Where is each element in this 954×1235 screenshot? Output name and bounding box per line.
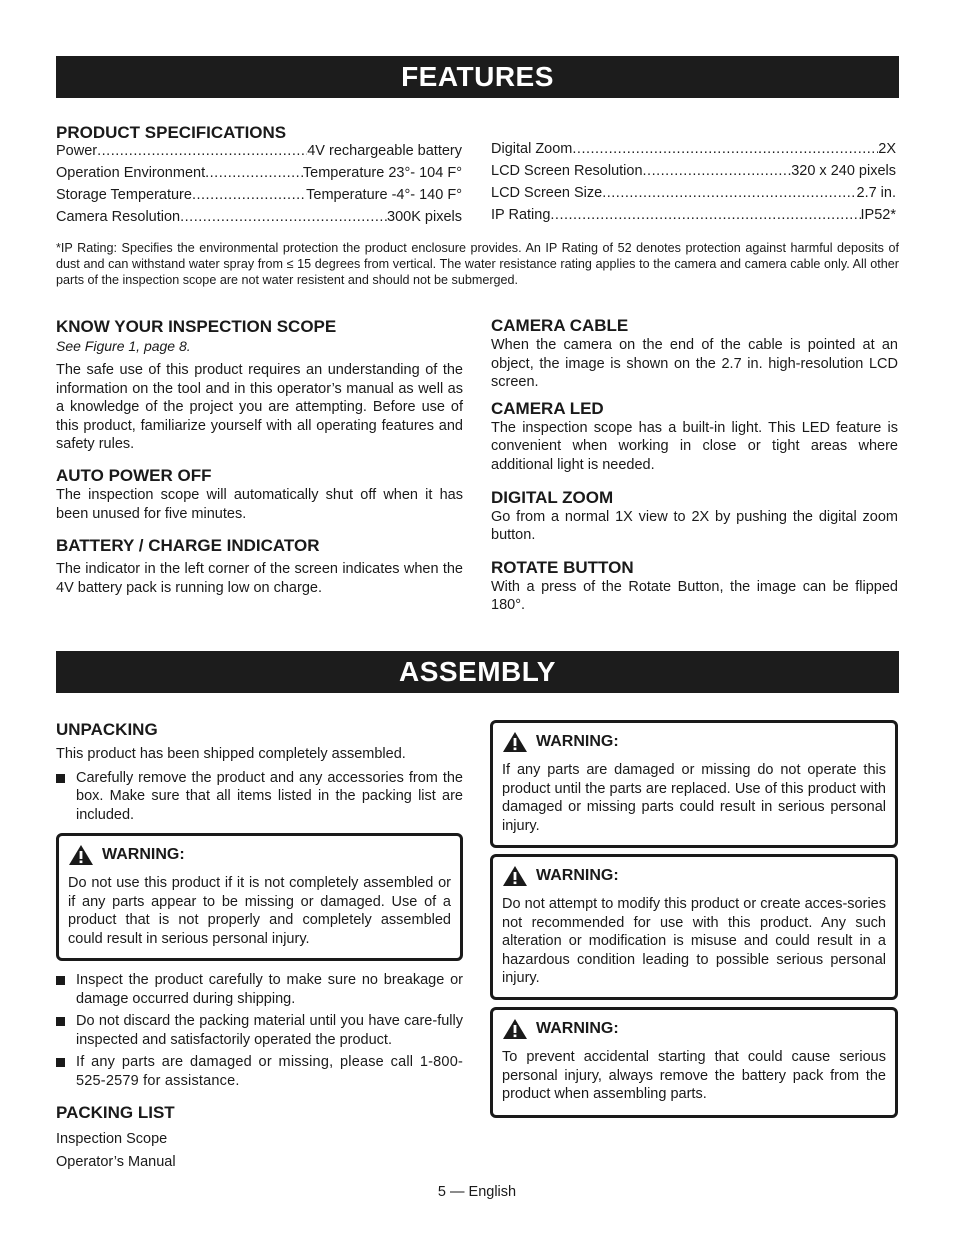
warning-triangle-icon <box>68 844 94 866</box>
warning-box-right-2 <box>490 854 898 1000</box>
spec-list-left <box>56 140 462 228</box>
unpacking-section <box>56 720 463 824</box>
camera-led-heading: CAMERA LED <box>491 398 604 418</box>
list-item: Carefully remove the product and any accessories from the box. Make sure that all items listed in the packing list are included. <box>56 769 463 825</box>
features-banner: FEATURES <box>56 56 899 98</box>
digital-zoom-body: Go from a normal 1X view to 2X by pushing the digital zoom button. <box>491 508 898 544</box>
unpacking-intro: This product has been shipped completely assembled. <box>56 746 406 762</box>
know-scope-body: The safe use of this product requires an understanding of the information on the tool and in this operator’s manual as well as a knowledge of the project you are attempting. Before use of this product, familiarize yourself with all operating features and safety rules. <box>56 362 463 453</box>
spec-row: LCD Screen Size ..... 2.7 in. <box>491 182 896 204</box>
spec-row: LCD Screen Resolution ..... 320 x 240 pixels <box>491 160 896 182</box>
auto-power-body: The inspection scope will automatically shut off when it has been unused for five minutes. <box>56 486 463 522</box>
auto-power-heading: AUTO POWER OFF <box>56 465 212 485</box>
list-item: Inspect the product carefully to make sure no breakage or damage occurred during shipping. <box>56 971 463 1008</box>
digital-zoom-heading: DIGITAL ZOOM <box>491 487 614 507</box>
rotate-body: With a press of the Rotate Button, the image can be flipped 180°. <box>491 578 898 614</box>
camera-cable-body: When the camera on the end of the cable is pointed at an object, the image is shown on the 2.7 in. high-resolution LCD screen. <box>491 337 898 391</box>
warning-text: Do not attempt to modify this product or create acces-sories not recommended for use with this product. Any such alteration or modification is misuse and could result in a hazardous condition leading to possible serious personal injury. <box>502 896 886 987</box>
figure-reference: See Figure 1, page 8. <box>56 338 191 354</box>
battery-body: The indicator in the left corner of the screen indicates when the 4V battery pack is running low on charge. <box>56 561 463 596</box>
warning-triangle-icon <box>502 731 528 753</box>
warning-box-left <box>56 833 463 961</box>
warning-triangle-icon <box>502 865 528 887</box>
camera-cable-heading: CAMERA CABLE <box>491 316 629 335</box>
spec-list-right <box>491 138 896 226</box>
list-item: If any parts are damaged or missing, please call 1-800-525-2579 for assistance. <box>56 1053 463 1090</box>
bullet-square-icon <box>56 1017 65 1026</box>
warning-text: If any parts are damaged or missing do not operate this product until the parts are replaced. Use of this product with damaged or missing parts could result in serious personal injury. <box>502 762 886 834</box>
unpacking-heading: UNPACKING <box>56 720 158 739</box>
rotate-heading: ROTATE BUTTON <box>491 557 634 577</box>
bullet-square-icon <box>56 1058 65 1067</box>
product-specs-heading: PRODUCT SPECIFICATIONS <box>56 123 287 142</box>
spec-row: Digital Zoom ..... 2X <box>491 138 896 160</box>
assembly-banner: ASSEMBLY <box>56 651 899 693</box>
packing-list-heading: PACKING LIST <box>56 1102 175 1122</box>
warning-header: WARNING: <box>68 844 451 866</box>
packing-item: Inspection Scope <box>56 1130 168 1147</box>
battery-heading: BATTERY / CHARGE INDICATOR <box>56 536 320 556</box>
warning-text: To prevent accidental starting that could cause serious personal injury, always remove the battery pack from the product when assembling parts. <box>502 1049 886 1103</box>
packing-item: Operator’s Manual <box>56 1153 176 1170</box>
features-right-column <box>491 316 898 615</box>
page-footer: 5 — English <box>437 1184 517 1200</box>
bullet-square-icon <box>56 774 65 783</box>
warning-triangle-icon <box>502 1018 528 1040</box>
unpacking-bullets <box>56 971 463 1174</box>
warning-header: WARNING: <box>502 731 886 753</box>
spec-row: Storage Temperature ..... Temperature -4°- 140 F° <box>56 184 462 206</box>
spec-row: Operation Environment ..... Temperature 23°- 104 F° <box>56 162 462 184</box>
spec-row: Power ..... 4V rechargeable battery <box>56 140 462 162</box>
warning-header: WARNING: <box>502 1018 886 1040</box>
warning-box-right-3 <box>490 1007 898 1118</box>
know-scope-heading: KNOW YOUR INSPECTION SCOPE <box>56 317 337 336</box>
bullet-square-icon <box>56 976 65 985</box>
features-left-column <box>56 317 463 597</box>
spec-row: Camera Resolution ..... 300K pixels <box>56 206 462 228</box>
camera-led-body: The inspection scope has a built-in light. This LED feature is convenient when working in close or tight areas where additional light is needed. <box>491 419 898 473</box>
warning-header: WARNING: <box>502 865 886 887</box>
product-specs-left <box>56 123 462 228</box>
ip-rating-note: *IP Rating: Specifies the environmental protection the product enclosure provides. An IP Rating of 52 denotes protection against harmful deposits of dust and can withstand water spray from ≤ 15 degrees from vertical. The water resistance rating applies to the camera and camera cable only. All other parts of the inspection scope are not water resistent and should not be submerged. <box>56 241 899 287</box>
warning-box-right-1 <box>490 720 898 848</box>
spec-row: IP Rating ..... IP52* <box>491 204 896 226</box>
list-item: Do not discard the packing material until you have care-fully inspected and satisfactorily operated the product. <box>56 1012 463 1049</box>
warning-text: Do not use this product if it is not completely assembled or if any parts appear to be missing or damaged. Use of a product that is not properly and completely assembled could result in serious personal injury. <box>68 875 451 947</box>
